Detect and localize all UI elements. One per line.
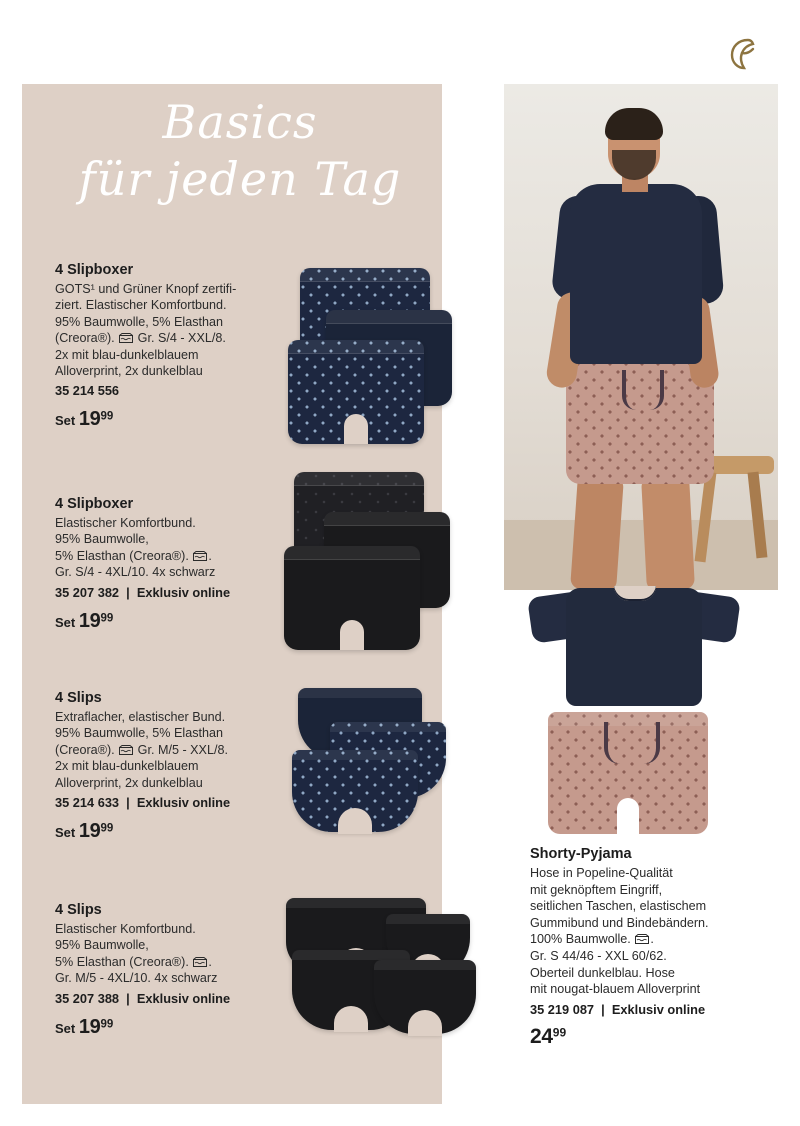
boxer-print-front <box>288 340 424 444</box>
desc-line: GOTS¹ und Grüner Knopf zertifi- <box>55 282 237 296</box>
product-block-4 <box>55 902 270 1039</box>
product-price <box>530 1025 756 1049</box>
desc-line: Gummibund und Bindebändern. <box>530 915 709 930</box>
price-cents: 99 <box>100 822 114 835</box>
price-label: Set <box>55 1020 76 1036</box>
desc-line-creora: 5% Elasthan (Creora®). <box>55 548 189 563</box>
slips-black-photo <box>282 898 472 1058</box>
exclusive-online-badge: Exklusiv online <box>611 1001 706 1017</box>
price-label: Set <box>55 413 76 429</box>
exclusive-online-badge: Exklusiv online <box>136 795 231 811</box>
desc-line-creora: (Creora®). <box>55 742 115 757</box>
price-amount: 19 <box>78 609 101 632</box>
desc-line: Oberteil dunkelblau. Hose <box>530 965 675 980</box>
slipboxer-navy-print-photo <box>282 268 452 458</box>
model-wearing-pyjama-photo <box>504 84 778 590</box>
price-cents: 99 <box>100 612 114 625</box>
model-tshirt <box>570 184 702 364</box>
slipboxer-black-photo <box>280 472 455 662</box>
model-shorts-tie <box>622 370 664 410</box>
pyjama-flatlay-shorts <box>548 712 708 834</box>
slip-black-front <box>374 960 476 1034</box>
desc-line: Gr. S/4 - 4XL/10. 4x schwarz <box>55 565 216 580</box>
desc-line: Hose in Popeline-Qualität <box>530 866 673 880</box>
product-price <box>55 408 270 431</box>
price-cents: 99 <box>100 411 114 424</box>
product-article-number <box>55 991 270 1007</box>
product-article-number <box>530 1002 756 1017</box>
price-amount: 19 <box>78 820 101 843</box>
wash-care-icon <box>634 933 650 945</box>
desc-line: Alloverprint, 2x dunkelblau <box>55 364 203 379</box>
slips-navy-print-photo <box>288 688 458 853</box>
model-hair <box>605 108 663 140</box>
desc-line: mit nougat-blauem Alloverprint <box>530 982 701 997</box>
desc-line: 95% Baumwolle, 5% Elasthan <box>55 314 224 329</box>
separator: | <box>597 1001 609 1017</box>
product-article-number: 35 214 556 <box>55 383 120 399</box>
desc-line: Gr. M/5 - 4XL/10. 4x schwarz <box>55 971 218 986</box>
desc-line-creora: (Creora®). <box>55 331 115 346</box>
product-block-pyjama <box>530 846 756 1049</box>
product-description: Elastischer Komfortbund. 95% Baumwolle, 5% Elasthan (Creora®). . Gr. S/4 - 4XL/10. 4x schwarz <box>55 516 216 580</box>
separator: | <box>122 990 134 1006</box>
article-number-value: 35 207 388 <box>55 990 120 1006</box>
page-title-line-1: Basics <box>162 95 318 149</box>
price-amount: 19 <box>78 408 101 431</box>
wash-care-icon <box>118 744 134 756</box>
price-amount: 24 <box>530 1024 553 1048</box>
desc-line: mit geknöpftem Eingriff, <box>530 882 663 897</box>
desc-line: 2x mit blau-dunkelblauem <box>55 759 199 774</box>
shorts-drawstring <box>604 722 660 764</box>
wash-care-icon <box>118 332 134 344</box>
desc-line: 95% Baumwolle, <box>55 532 149 547</box>
desc-material: 100% Baumwolle. <box>530 932 631 947</box>
desc-line: ziert. Elastischer Komfortbund. <box>55 298 227 313</box>
product-title: 4 Slipboxer <box>55 496 134 512</box>
desc-line: seitlichen Taschen, elastischem <box>530 899 707 914</box>
product-block-1 <box>55 262 270 431</box>
separator: | <box>122 584 134 600</box>
tee-body <box>566 588 702 706</box>
article-number-value: 35 219 087 <box>530 1001 595 1017</box>
product-title: 4 Slips <box>55 690 102 706</box>
product-price <box>55 1016 270 1039</box>
desc-line: Extraflacher, elastischer Bund. <box>55 710 226 724</box>
wash-care-icon <box>192 956 208 968</box>
desc-size: Gr. M/5 - XXL/8. <box>137 742 228 757</box>
price-cents: 99 <box>552 1025 567 1040</box>
price-cents: 99 <box>100 1018 114 1031</box>
product-title: 4 Slips <box>55 902 102 918</box>
product-title: Shorty-Pyjama <box>530 846 632 862</box>
exclusive-online-badge: Exklusiv online <box>136 990 231 1006</box>
model-leg-right <box>641 475 695 590</box>
desc-line: 2x mit blau-dunkelblauem <box>55 347 199 362</box>
price-label: Set <box>55 825 76 841</box>
pyjama-flatlay-tee <box>530 578 738 706</box>
product-article-number <box>55 795 270 811</box>
price-label: Set <box>55 614 76 630</box>
product-price <box>55 820 270 843</box>
desc-size: Gr. S/4 - XXL/8. <box>137 331 226 346</box>
product-description <box>55 709 270 791</box>
desc-line: 95% Baumwolle, 5% Elasthan <box>55 726 224 741</box>
desc-line: Alloverprint, 2x dunkelblau <box>55 775 203 790</box>
exclusive-online-badge: Exklusiv online <box>136 584 231 600</box>
model-leg-left <box>570 475 624 590</box>
brand-logo-icon <box>722 34 762 74</box>
boxer-black-front <box>284 546 420 650</box>
separator: | <box>122 795 134 811</box>
desc-line-creora: 5% Elasthan (Creora®). <box>55 954 189 969</box>
desc-line: Elastischer Komfortbund. <box>55 516 196 530</box>
article-number-value: 35 214 633 <box>55 795 120 811</box>
page-title-line-2: für jeden Tag <box>78 152 402 206</box>
product-block-3 <box>55 690 270 843</box>
price-amount: 19 <box>78 1015 101 1038</box>
product-article-number <box>55 585 270 601</box>
product-description <box>55 281 270 379</box>
desc-line: Elastischer Komfortbund. <box>55 922 196 936</box>
desc-line: 95% Baumwolle, <box>55 938 149 953</box>
product-block-2 <box>55 496 270 633</box>
wash-care-icon <box>192 550 208 562</box>
desc-line: Gr. S 44/46 - XXL 60/62. <box>530 948 667 963</box>
article-number-value: 35 207 382 <box>55 584 120 600</box>
slip-print-front <box>292 750 418 832</box>
product-price <box>55 610 270 633</box>
product-description: Hose in Popeline-Qualität mit geknöpftem Eingriff, seitlichen Taschen, elastischem Gummibund und Bindebändern. 100% Baumwolle. . Gr. S 44/46 - XXL 60/62. Oberteil dunkelblau. Hose mit nougat-blauem Alloverprint <box>530 866 709 997</box>
product-description: Elastischer Komfortbund. 95% Baumwolle, 5% Elasthan (Creora®). . Gr. M/5 - 4XL/10. 4x schwarz <box>55 922 218 986</box>
product-title: 4 Slipboxer <box>55 262 134 278</box>
